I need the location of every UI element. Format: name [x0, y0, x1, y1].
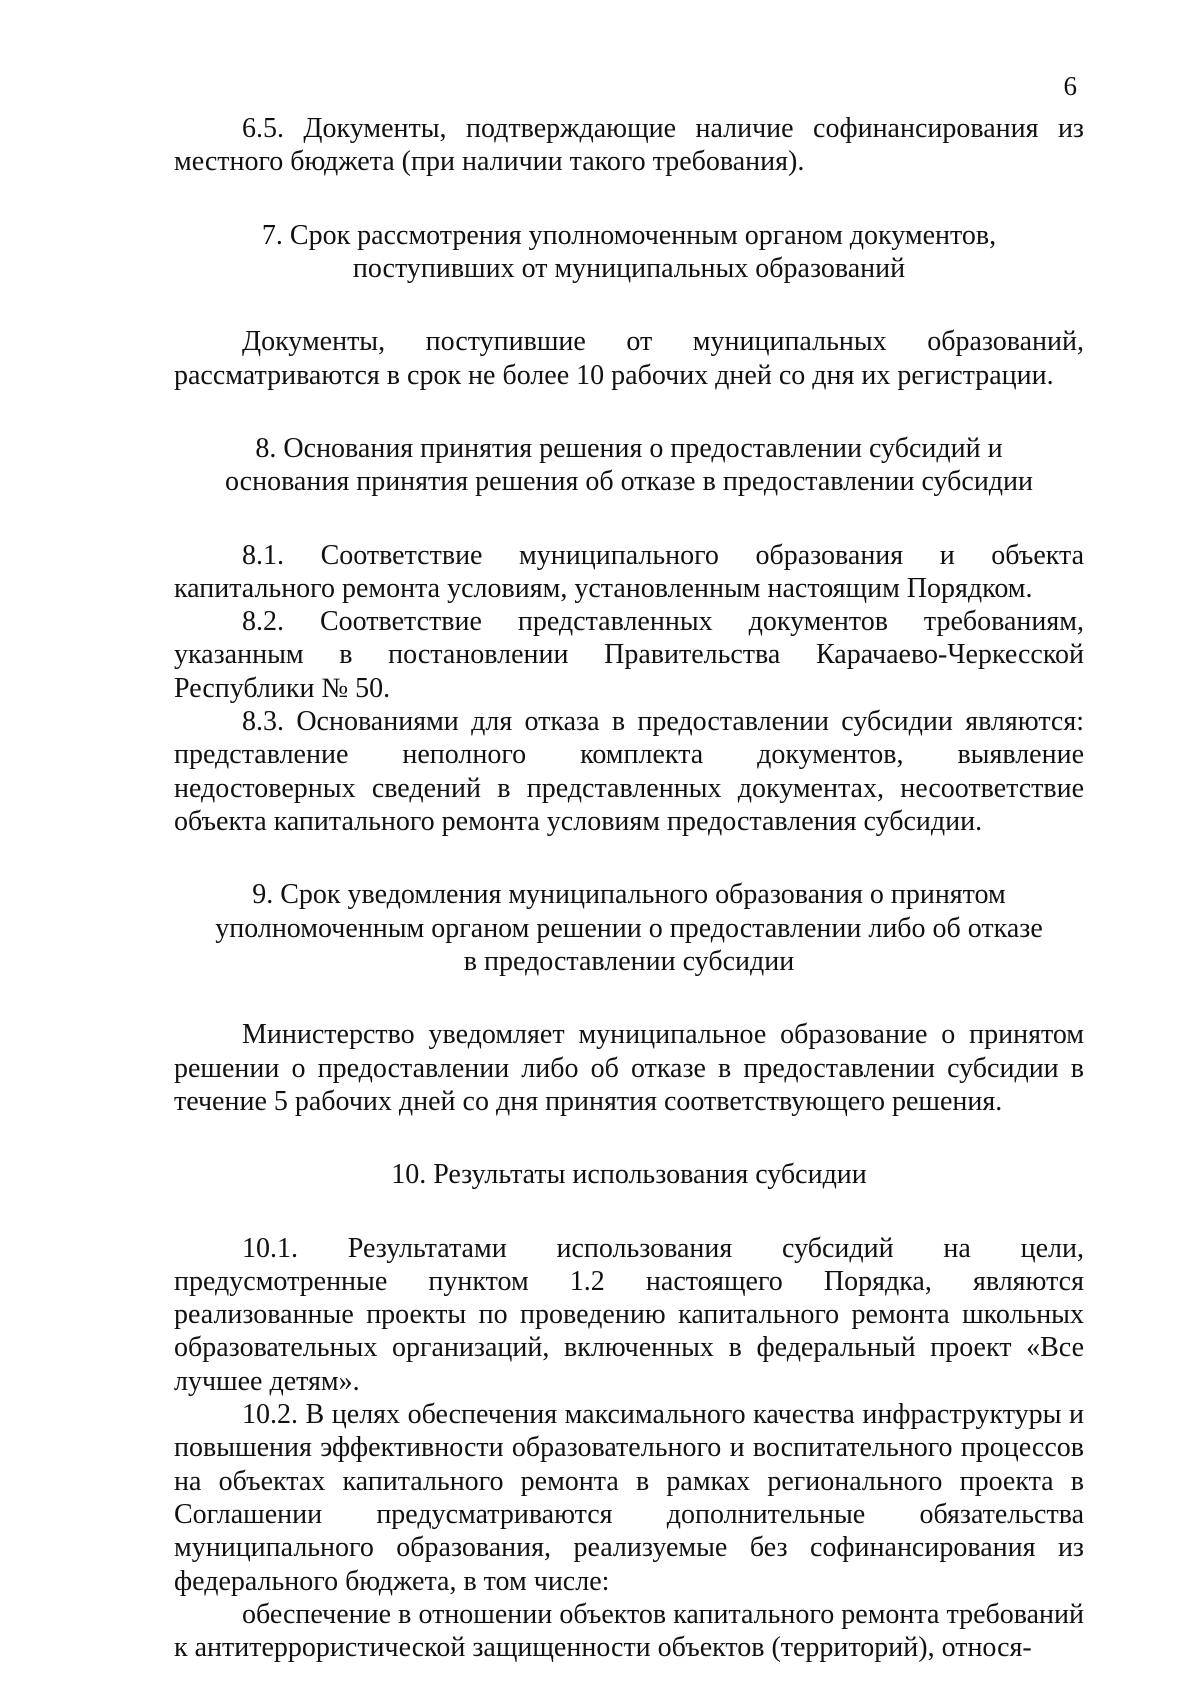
paragraph-7: Документы, поступившие от муниципальных образований, рассматриваются в срок не более 10 рабочих дней со дня их регистрации. — [174, 326, 1084, 391]
paragraph-9: Министерство уведомляет муниципальное образование о принятом решении о предоставлении либо об отказе в предоставлении субсидии в течение 5 рабочих дней со дня принятия соответствующего решения. — [174, 1019, 1084, 1117]
paragraph-10-1: 10.1. Результатами использования субсидий на цели, предусмотренные пунктом 1.2 настоящего Порядка, являются реализованные проекты по проведению капитального ремонта школьных образовательных организаций, включенных в федеральный проект «Все лучшее детям». — [174, 1232, 1084, 1397]
section-heading-7: 7. Срок рассмотрения уполномоченным органом документов, поступивших от муниципальных образований — [261, 219, 997, 284]
section-heading-10: 10. Результаты использования субсидии — [391, 1159, 867, 1191]
paragraph-10-2-item: обеспечение в отношении объектов капитального ремонта требований к антитеррористической защищенности объектов (территорий), относя- — [174, 1598, 1084, 1664]
page-number: 6 — [1063, 71, 1077, 101]
section-heading-8: 8. Основания принятия решения о предоставлении субсидий и основания принятия решения об отказе в предоставлении субсидии — [224, 432, 1034, 498]
document-body — [174, 112, 1084, 1665]
paragraph-8-3: 8.3. Основаниями для отказа в предоставлении субсидии являются: представление неполного комплекта документов, выявление недостоверных сведений в представленных документах, несоответствие объекта капитального ремонта условиям предоставления субсидии. — [174, 706, 1084, 837]
paragraph-8-2: 8.2. Соответствие представленных документов требованиям, указанным в постановлении Правительства Карачаево-Черкесской Республики № 50. — [174, 606, 1084, 704]
paragraph-6-5: 6.5. Документы, подтверждающие наличие софинансирования из местного бюджета (при наличии такого требования). — [174, 113, 1084, 178]
section-heading-9: 9. Срок уведомления муниципального образования о принятом уполномоченным органом решении о предоставлении либо об отказе в предоставлении субсидии — [215, 879, 1043, 977]
paragraph-8-1: 8.1. Соответствие муниципального образования и объекта капитального ремонта условиям, установленным настоящим Порядком. — [174, 539, 1084, 604]
paragraph-10-2: 10.2. В целях обеспечения максимального качества инфраструктуры и повышения эффективности образовательного и воспитательного процессов на объектах капитального ремонта в рамках регионального проекта в Соглашении предусматриваются дополнительные обязательства муниципального образования, реализуемые без софинансирования из федерального бюджета, в том числе: — [174, 1399, 1084, 1597]
